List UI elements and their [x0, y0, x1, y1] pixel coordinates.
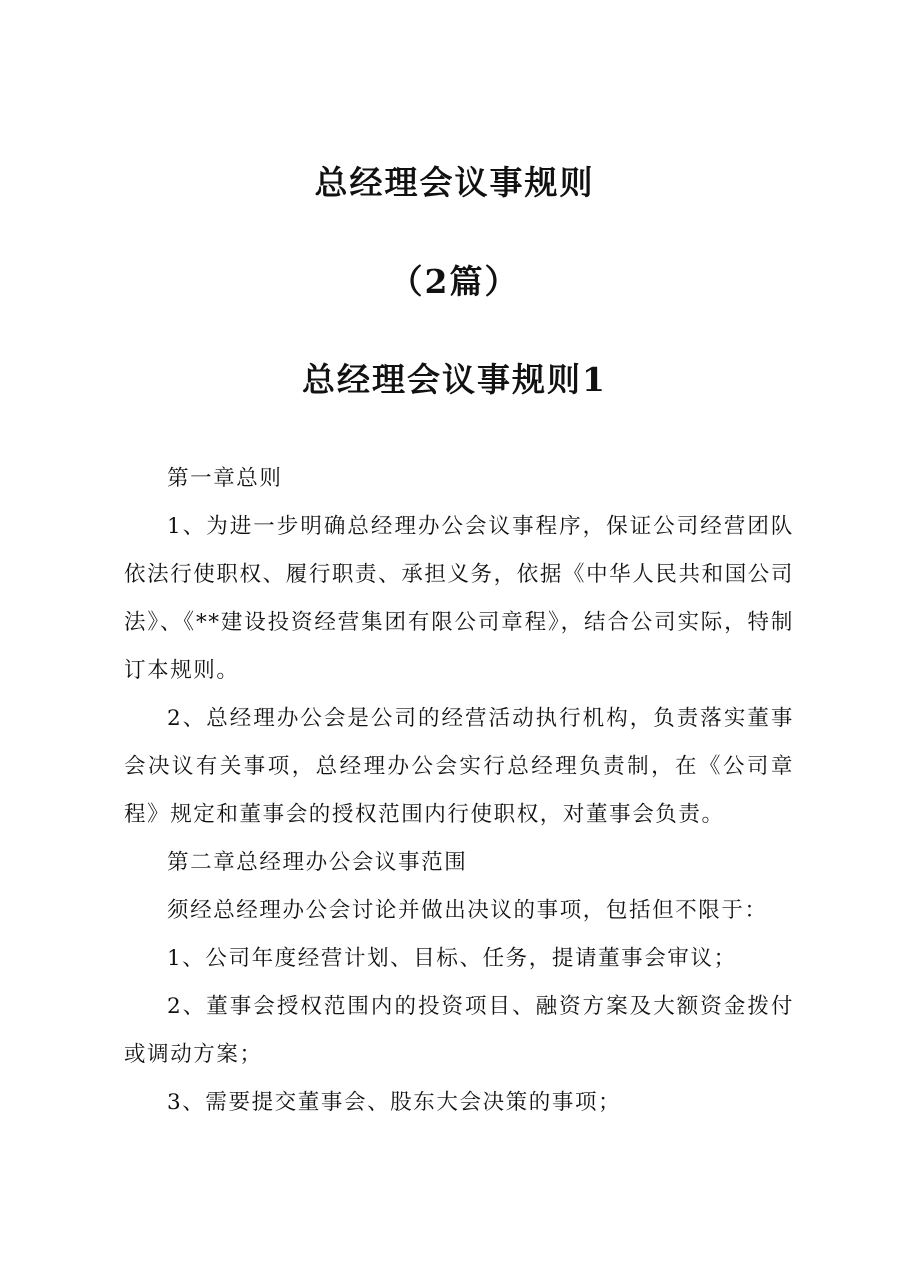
paragraph: 1、为进一步明确总经理办公会议事程序，保证公司经营团队依法行使职权、履行职责、承担义务，依据《中华人民共和国公司法》、《**建设投资经营集团有限公司章程》，结合公司实际，特制订本规则。: [124, 514, 794, 683]
document-subtitle: （2篇）: [389, 262, 520, 301]
document-body: [124, 455, 794, 1127]
chapter-heading: 第一章总则: [167, 466, 283, 491]
chapter-heading: 第二章总经理办公会议事范围: [167, 850, 468, 875]
paragraph: 2、总经理办公会是公司的经营活动执行机构，负责落实董事会决议有关事项，总经理办公会实行总经理负责制，在《公司章程》规定和董事会的授权范围内行使职权，对董事会负责。: [124, 706, 794, 827]
list-item: 1、公司年度经营计划、目标、任务，提请董事会审议；: [167, 946, 737, 971]
list-item: 3、需要提交董事会、股东大会决策的事项；: [167, 1090, 622, 1115]
section-title: 总经理会议事规则1: [302, 360, 607, 399]
list-item: 2、董事会授权范围内的投资项目、融资方案及大额资金拨付或调动方案；: [124, 994, 794, 1067]
paragraph: 须经总经理办公会讨论并做出决议的事项，包括但不限于：: [167, 898, 768, 923]
document-title: 总经理会议事规则: [314, 163, 595, 202]
